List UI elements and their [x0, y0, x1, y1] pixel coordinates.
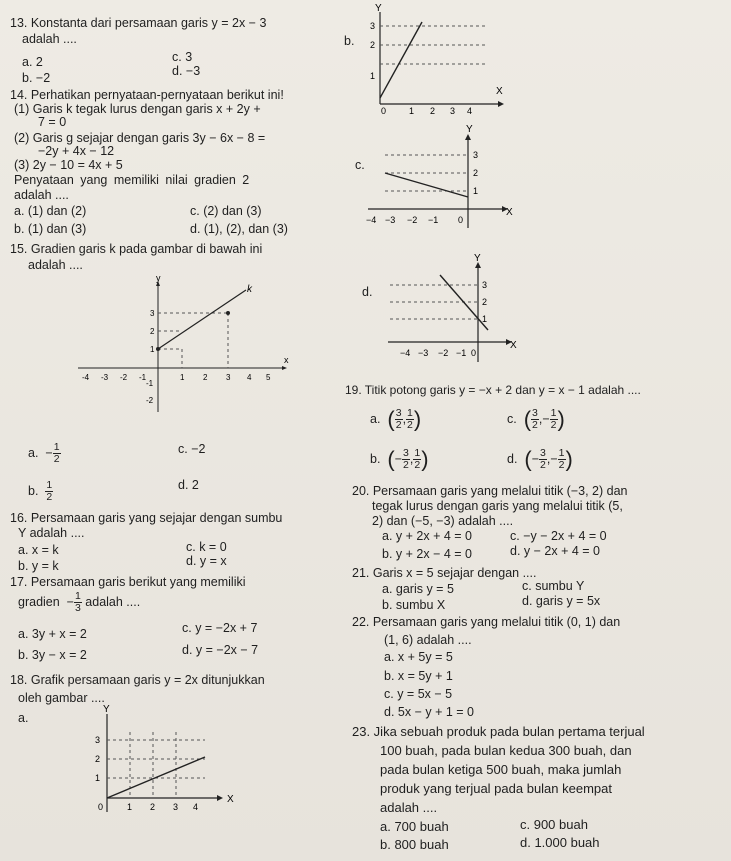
q18-graph-a: [55, 702, 245, 822]
q23-option-d[interactable]: d. 1.000 buah: [520, 835, 600, 850]
q19-c-label: c.: [507, 411, 517, 426]
graph-c-y-label: Y: [466, 124, 473, 135]
q17-option-d[interactable]: d. y = −2x − 7: [182, 643, 259, 657]
q17-stem-post: adalah ....: [85, 594, 141, 609]
q17-stem-line2: [18, 591, 140, 614]
q15-option-b[interactable]: [28, 480, 53, 503]
q21-option-c[interactable]: c. sumbu Y: [522, 579, 585, 593]
q13-option-a[interactable]: a. 2: [22, 55, 43, 69]
q18-a-tick-0: 0: [98, 802, 104, 812]
q22-stem-line1: 22. Persamaan garis yang melalui titik (0, 1) dan: [352, 615, 621, 629]
q18-a-tick-y3: 3: [95, 735, 101, 745]
q18-a-x-arrow: [217, 795, 223, 801]
graph-d-y-label: Y: [474, 253, 481, 264]
q23-line4: produk yang terjual pada bulan keempat: [380, 781, 612, 796]
q18-a-tick-x3: 3: [173, 802, 179, 812]
q15-tick-y2: 2: [150, 327, 155, 336]
graph-c-tick-y1: 1: [473, 186, 479, 196]
q19-option-a[interactable]: a. ( $\frac{3}{2}$ , $\frac{1}{2}$ ): [370, 406, 422, 432]
q15-tick-ym1: -1: [146, 379, 154, 388]
graph-b-tick-y1: 1: [370, 71, 376, 81]
q20-option-a[interactable]: a. y + 2x + 4 = 0: [382, 529, 472, 543]
q14-statement-3: (3) 2y − 10 = 4x + 5: [14, 158, 123, 172]
q19-b-n1: 3: [403, 447, 409, 459]
graph-b-x-arrow: [498, 101, 504, 107]
q18-a-tick-y1: 1: [95, 773, 101, 783]
graph-b-x-label: X: [496, 86, 503, 97]
graph-b: [350, 0, 510, 125]
q19-c-n1: 3: [532, 407, 538, 419]
q18-a-tick-y2: 2: [95, 754, 101, 764]
q19-b-d1: 2: [403, 459, 409, 471]
q21-stem: 21. Garis x = 5 sejajar dengan ....: [352, 566, 537, 580]
q19-d-paren-close: ): [565, 446, 573, 472]
q17-stem-line1: 17. Persamaan garis berikut yang memiliki: [10, 575, 246, 589]
q19-b-paren-open: (: [387, 446, 395, 472]
graph-d-tick-xm4: −4: [400, 348, 411, 358]
q16-option-a[interactable]: a. x = k: [18, 543, 59, 557]
q19-a-paren-open: (: [387, 406, 395, 432]
graph-b-tick-y3: 3: [370, 21, 376, 31]
q15-point-b: [226, 311, 230, 315]
graph-d-tick-y3: 3: [482, 280, 488, 290]
q16-option-b[interactable]: b. y = k: [18, 559, 59, 573]
q15-tick-x2: 2: [203, 373, 208, 382]
q23-line2: 100 buah, pada bulan kedua 300 buah, dan: [380, 743, 632, 758]
q19-b-paren-close: ): [421, 446, 429, 472]
q19-c-d2: 2: [550, 419, 557, 431]
q19-c-frac1: [531, 408, 539, 431]
q22-option-c[interactable]: c. y = 5x − 5: [384, 687, 453, 701]
q23-option-a[interactable]: a. 700 buah: [380, 819, 449, 834]
q17-stem-sign: −: [66, 594, 74, 609]
q16-stem-line1: 16. Persamaan garis yang sejajar dengan sumbu: [10, 511, 283, 525]
q23-line5: adalah ....: [380, 800, 438, 815]
q15-tick-y1: 1: [150, 345, 155, 354]
q19-b-frac1: [402, 448, 410, 471]
q23-option-b[interactable]: b. 800 buah: [380, 837, 449, 852]
q23-line3: pada bulan ketiga 500 buah, maka jumlah: [380, 762, 622, 777]
q18-a-tick-x1: 1: [127, 802, 133, 812]
q15-b-label: b.: [28, 483, 39, 498]
q14-statement-1a: (1) Garis k tegak lurus dengan garis x + 2y +: [14, 102, 261, 116]
q13-option-c[interactable]: c. 3: [172, 50, 193, 64]
q20-stem-line1: 20. Persamaan garis yang melalui titik (−3, 2) dan: [352, 484, 628, 498]
q16-stem-line2: Y adalah ....: [18, 526, 85, 540]
q19-b-n2: 1: [414, 447, 421, 459]
q17-option-b[interactable]: b. 3y − x = 2: [18, 648, 87, 662]
graph-b-y-label: Y: [375, 3, 382, 14]
q22-option-b[interactable]: b. x = 5y + 1: [384, 669, 453, 683]
q23-option-c[interactable]: c. 900 buah: [520, 817, 588, 832]
q19-d-paren-open: (: [524, 446, 532, 472]
q19-stem: 19. Titik potong garis y = −x + 2 dan y = x − 1 adalah ....: [345, 383, 641, 397]
q22-option-d[interactable]: d. 5x − y + 1 = 0: [384, 705, 474, 719]
q22-option-a[interactable]: a. x + 5y = 5: [384, 650, 453, 664]
q15-tick-y3: 3: [150, 309, 155, 318]
graph-b-tick-x3: 3: [450, 106, 456, 116]
graph-d-label[interactable]: d.: [362, 285, 373, 299]
q15-tick-xm1: -1: [139, 373, 147, 382]
q15-line-label: k: [247, 284, 252, 295]
q20-stem-line2: tegak lurus dengan garis yang melalui titik (5,: [372, 499, 623, 513]
q19-option-d[interactable]: d. (− $\frac{3}{2}$ ,− $\frac{1}{2}$ ): [507, 446, 573, 472]
q19-d-s1: −: [531, 451, 540, 466]
graph-c-tick-y2: 2: [473, 168, 479, 178]
q15-option-a[interactable]: [28, 442, 61, 465]
q19-d-label: d.: [507, 451, 518, 466]
graph-b-label[interactable]: b.: [344, 34, 355, 48]
q19-b-s1: −: [394, 451, 403, 466]
q19-d-frac1: [539, 448, 547, 471]
q19-a-label: a.: [370, 411, 381, 426]
q15-x-label: x: [284, 355, 289, 365]
q17-stem-pre: gradien: [18, 594, 60, 609]
graph-d-line: [440, 275, 488, 330]
q15-option-c[interactable]: c. −2: [178, 442, 206, 456]
q14-statement-2a: (2) Garis g sejajar dengan garis 3y − 6x − 8 =: [14, 131, 266, 145]
q15-b-num: 1: [46, 479, 53, 491]
q15-point-a: [156, 347, 160, 351]
graph-d-tick-xm3: −3: [418, 348, 429, 358]
q15-tick-x3: 3: [226, 373, 231, 382]
q15-stem-line1: 15. Gradien garis k pada gambar di bawah ini: [10, 242, 263, 256]
graph-b-line: [380, 22, 422, 98]
q14-option-b[interactable]: b. (1) dan (3): [14, 222, 87, 236]
q19-a-paren-close: ): [413, 406, 422, 432]
q15-a-fraction: [53, 442, 61, 465]
q18-a-tick-x4: 4: [193, 802, 199, 812]
q19-a-n2: 1: [407, 407, 413, 419]
q19-option-b[interactable]: b. (− $\frac{3}{2}$ , $\frac{1}{2}$ ): [370, 446, 429, 472]
q15-b-den: 2: [46, 491, 53, 503]
graph-d-tick-xm2: −2: [438, 348, 449, 358]
q15-graph: [70, 272, 295, 422]
q15-x-arrow: [282, 366, 287, 370]
q19-d-n2: 1: [558, 447, 565, 459]
q20-option-b[interactable]: b. y + 2x − 4 = 0: [382, 547, 472, 561]
graph-d-tick-y2: 2: [482, 297, 488, 307]
q14-option-d[interactable]: d. (1), (2), dan (3): [190, 222, 288, 236]
q19-c-s2: −: [542, 411, 550, 426]
q15-line-k: [158, 290, 246, 349]
q15-tick-x1: 1: [180, 373, 185, 382]
q19-a-frac1: [395, 408, 403, 431]
q19-c-paren-open: (: [523, 406, 532, 432]
graph-b-tick-x4: 4: [467, 106, 473, 116]
q16-option-c[interactable]: c. k = 0: [186, 540, 227, 554]
q20-option-d[interactable]: d. y − 2x + 4 = 0: [510, 544, 600, 558]
q14-statement-1b: 7 = 0: [38, 115, 67, 129]
q15-stem-line2: adalah ....: [28, 258, 83, 272]
graph-d: [370, 250, 530, 368]
graph-b-tick-0: 0: [381, 106, 387, 116]
graph-b-tick-x1: 1: [409, 106, 415, 116]
graph-c-tick-xm1: −1: [428, 215, 439, 225]
q15-option-d[interactable]: d. 2: [178, 478, 199, 492]
q15-tick-xm3: -3: [101, 373, 109, 382]
q14-statement-2b: −2y + 4x − 12: [38, 144, 115, 158]
q23-line1: 23. Jika sebuah produk pada bulan pertama terjual: [352, 724, 645, 739]
q13-option-b[interactable]: b. −2: [22, 71, 51, 85]
q17-stem-den: 3: [74, 602, 81, 614]
q14-stem: 14. Perhatikan pernyataan-pernyataan berikut ini!: [10, 88, 284, 102]
q19-d-n1: 3: [540, 447, 546, 459]
graph-d-tick-xm1: −1: [456, 348, 467, 358]
q15-tick-x5: 5: [266, 373, 271, 382]
graph-c: [360, 120, 530, 238]
q15-tick-xm2: -2: [120, 373, 128, 382]
q19-d-frac2: [558, 448, 566, 471]
q17-stem-fraction: [74, 591, 82, 614]
q19-d-d2: 2: [558, 459, 565, 471]
q19-d-s2: −: [550, 451, 558, 466]
q21-option-a[interactable]: a. garis y = 5: [382, 582, 454, 596]
q19-c-n2: 1: [550, 407, 557, 419]
q14-option-a[interactable]: a. (1) dan (2): [14, 204, 87, 218]
graph-b-tick-x2: 2: [430, 106, 436, 116]
graph-c-tick-xm4: −4: [366, 215, 377, 225]
graph-c-x-label: X: [506, 207, 513, 218]
q15-a-label: a.: [28, 445, 39, 460]
q16-option-d[interactable]: d. y = x: [186, 554, 227, 568]
q15-tick-ym2: -2: [146, 396, 154, 405]
q13-option-d[interactable]: d. −3: [172, 64, 201, 78]
q15-tick-xm4: -4: [82, 373, 90, 382]
q19-c-d1: 2: [532, 419, 538, 431]
q18-stem-line1: 18. Grafik persamaan garis y = 2x ditunjukkan: [10, 673, 265, 687]
q18-a-y-label: Y: [103, 704, 110, 715]
graph-c-tick-xm3: −3: [385, 215, 396, 225]
q19-c-frac2: [550, 408, 558, 431]
q19-b-d2: 2: [414, 459, 421, 471]
q20-stem-line3: 2) dan (−5, −3) adalah ....: [372, 514, 514, 528]
q15-b-fraction: [45, 480, 53, 503]
q18-option-a-label[interactable]: a.: [18, 711, 29, 725]
q15-y-label: y: [156, 273, 161, 283]
q21-option-d[interactable]: d. garis y = 5x: [522, 594, 601, 608]
q15-a-den: 2: [53, 453, 60, 465]
q15-a-sign: −: [45, 445, 53, 460]
q19-a-d1: 2: [395, 419, 402, 431]
q15-a-num: 1: [53, 441, 60, 453]
q17-option-c[interactable]: c. y = −2x + 7: [182, 621, 258, 635]
q19-b-label: b.: [370, 451, 381, 466]
q17-stem-num: 1: [74, 590, 81, 602]
q19-c-paren-close: ): [557, 406, 565, 432]
q13-stem-line2: adalah ....: [22, 32, 77, 46]
graph-d-x-label: X: [510, 340, 517, 351]
q19-a-d2: 2: [407, 419, 413, 431]
graph-b-tick-y2: 2: [370, 40, 376, 50]
graph-d-tick-y1: 1: [482, 314, 488, 324]
q14-question-line1: Penyataan yang memiliki nilai gradien 2: [14, 173, 250, 187]
graph-c-tick-0: 0: [458, 215, 464, 225]
q19-option-c[interactable]: c. ( $\frac{3}{2}$ ,− $\frac{1}{2}$ ): [507, 406, 565, 432]
q15-tick-x4: 4: [247, 373, 252, 382]
graph-c-label[interactable]: c.: [355, 158, 365, 172]
graph-c-tick-xm2: −2: [407, 215, 418, 225]
graph-c-tick-y3: 3: [473, 150, 479, 160]
q18-a-tick-x2: 2: [150, 802, 156, 812]
q20-option-c[interactable]: c. −y − 2x + 4 = 0: [510, 529, 607, 543]
q14-question-line2: adalah ....: [14, 188, 69, 202]
q19-a-n1: 3: [395, 407, 402, 419]
q19-d-d1: 2: [540, 459, 546, 471]
q21-option-b[interactable]: b. sumbu X: [382, 598, 446, 612]
graph-c-line: [385, 173, 468, 197]
q14-option-c[interactable]: c. (2) dan (3): [190, 204, 262, 218]
q22-stem-line2: (1, 6) adalah ....: [384, 633, 472, 647]
q19-a-frac2: [406, 408, 414, 431]
q17-option-a[interactable]: a. 3y + x = 2: [18, 627, 87, 641]
q18-stem-line2: oleh gambar ....: [18, 691, 105, 705]
graph-d-tick-0: 0: [471, 348, 477, 358]
q13-stem-line1: 13. Konstanta dari persamaan garis y = 2x − 3: [10, 16, 267, 30]
q18-a-x-label: X: [227, 794, 234, 805]
